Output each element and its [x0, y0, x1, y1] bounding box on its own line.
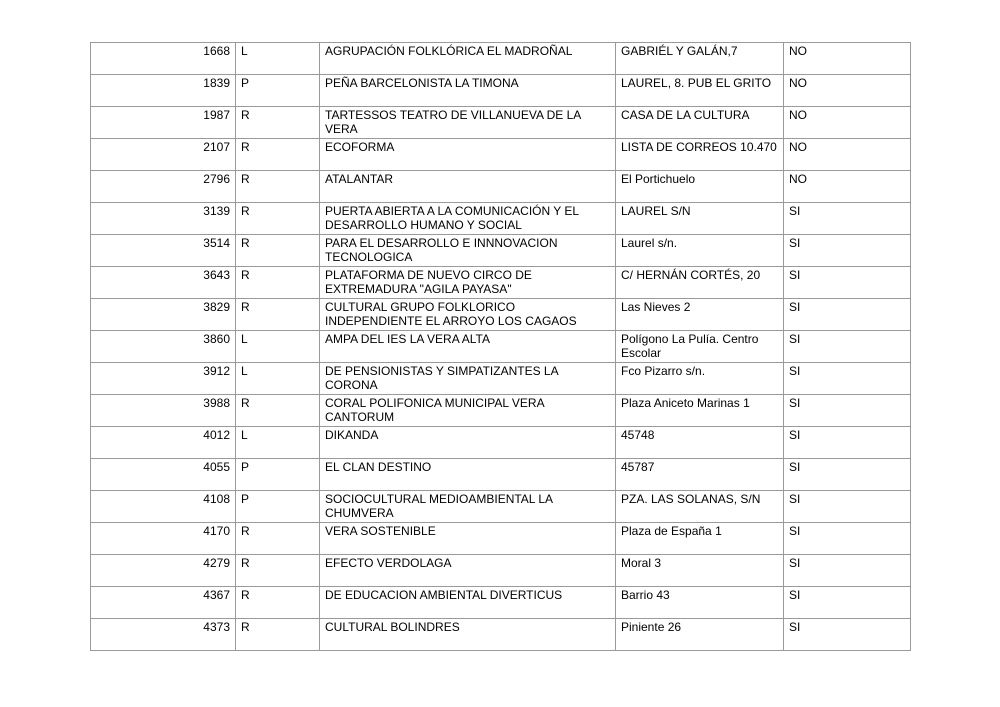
association-name-cell: PARA EL DESARROLLO E INNNOVACION TECNOLOGICA	[320, 235, 616, 267]
registry-number-cell: 1839	[91, 75, 236, 107]
address-cell: Barrio 43	[616, 587, 784, 619]
table-row	[91, 459, 911, 491]
address-cell: Plaza de España 1	[616, 523, 784, 555]
status-cell: SI	[784, 331, 911, 363]
address-cell: LISTA DE CORREOS 10.470	[616, 139, 784, 171]
table-row	[91, 43, 911, 75]
type-cell: R	[236, 619, 320, 651]
table-row	[91, 427, 911, 459]
table-row	[91, 107, 911, 139]
registry-number-cell: 4373	[91, 619, 236, 651]
status-cell: NO	[784, 43, 911, 75]
status-cell: SI	[784, 363, 911, 395]
association-name-cell: DIKANDA	[320, 427, 616, 459]
address-cell: Piniente 26	[616, 619, 784, 651]
association-name-cell: ATALANTAR	[320, 171, 616, 203]
registry-number-cell: 3139	[91, 203, 236, 235]
status-cell: SI	[784, 427, 911, 459]
address-cell: Laurel s/n.	[616, 235, 784, 267]
address-cell: El Portichuelo	[616, 171, 784, 203]
status-cell: NO	[784, 107, 911, 139]
registry-number-cell: 4108	[91, 491, 236, 523]
address-cell: LAUREL, 8. PUB EL GRITO	[616, 75, 784, 107]
registry-number-cell: 3988	[91, 395, 236, 427]
table-row	[91, 203, 911, 235]
association-name-cell: SOCIOCULTURAL MEDIOAMBIENTAL LA CHUMVERA	[320, 491, 616, 523]
status-cell: NO	[784, 75, 911, 107]
type-cell: L	[236, 331, 320, 363]
association-name-cell: EFECTO VERDOLAGA	[320, 555, 616, 587]
table-row	[91, 491, 911, 523]
status-cell: SI	[784, 299, 911, 331]
address-cell: C/ HERNÁN CORTÉS, 20	[616, 267, 784, 299]
registry-number-cell: 3829	[91, 299, 236, 331]
type-cell: L	[236, 363, 320, 395]
table-row	[91, 587, 911, 619]
type-cell: R	[236, 395, 320, 427]
table-body	[91, 43, 911, 651]
status-cell: SI	[784, 235, 911, 267]
status-cell: SI	[784, 203, 911, 235]
association-name-cell: PUERTA ABIERTA A LA COMUNICACIÓN Y EL DESARROLLO HUMANO Y SOCIAL	[320, 203, 616, 235]
type-cell: P	[236, 491, 320, 523]
table-row	[91, 235, 911, 267]
type-cell: R	[236, 107, 320, 139]
type-cell: L	[236, 427, 320, 459]
type-cell: R	[236, 139, 320, 171]
type-cell: P	[236, 459, 320, 491]
table-row	[91, 75, 911, 107]
association-name-cell: TARTESSOS TEATRO DE VILLANUEVA DE LA VERA	[320, 107, 616, 139]
address-cell: Plaza Aniceto Marinas 1	[616, 395, 784, 427]
status-cell: NO	[784, 139, 911, 171]
status-cell: SI	[784, 491, 911, 523]
association-name-cell: ECOFORMA	[320, 139, 616, 171]
type-cell: R	[236, 587, 320, 619]
type-cell: P	[236, 75, 320, 107]
status-cell: NO	[784, 171, 911, 203]
association-name-cell: CORAL POLIFONICA MUNICIPAL VERA CANTORUM	[320, 395, 616, 427]
type-cell: R	[236, 235, 320, 267]
address-cell: GABRIÉL Y GALÁN,7	[616, 43, 784, 75]
registry-number-cell: 4279	[91, 555, 236, 587]
type-cell: R	[236, 267, 320, 299]
table-row	[91, 363, 911, 395]
table-row	[91, 267, 911, 299]
type-cell: R	[236, 523, 320, 555]
registry-number-cell: 3643	[91, 267, 236, 299]
association-name-cell: CULTURAL BOLINDRES	[320, 619, 616, 651]
association-name-cell: PEÑA BARCELONISTA LA TIMONA	[320, 75, 616, 107]
registry-number-cell: 1987	[91, 107, 236, 139]
table-row	[91, 523, 911, 555]
association-name-cell: CULTURAL GRUPO FOLKLORICO INDEPENDIENTE EL ARROYO LOS CAGAOS	[320, 299, 616, 331]
table-row	[91, 395, 911, 427]
type-cell: L	[236, 43, 320, 75]
table-row	[91, 555, 911, 587]
table-row	[91, 619, 911, 651]
association-name-cell: DE EDUCACION AMBIENTAL DIVERTICUS	[320, 587, 616, 619]
status-cell: SI	[784, 395, 911, 427]
registry-number-cell: 2107	[91, 139, 236, 171]
address-cell: PZA. LAS SOLANAS, S/N	[616, 491, 784, 523]
association-name-cell: PLATAFORMA DE NUEVO CIRCO DE EXTREMADURA "AGILA PAYASA"	[320, 267, 616, 299]
registry-number-cell: 4170	[91, 523, 236, 555]
address-cell: Moral 3	[616, 555, 784, 587]
address-cell: CASA DE LA CULTURA	[616, 107, 784, 139]
table-row	[91, 171, 911, 203]
address-cell: 45787	[616, 459, 784, 491]
address-cell: Polígono La Pulía. Centro Escolar	[616, 331, 784, 363]
status-cell: SI	[784, 523, 911, 555]
registry-number-cell: 4367	[91, 587, 236, 619]
association-name-cell: AMPA DEL IES LA VERA ALTA	[320, 331, 616, 363]
registry-number-cell: 2796	[91, 171, 236, 203]
registry-number-cell: 3912	[91, 363, 236, 395]
table-row	[91, 299, 911, 331]
association-name-cell: AGRUPACIÓN FOLKLÓRICA EL MADROÑAL	[320, 43, 616, 75]
registry-number-cell: 3860	[91, 331, 236, 363]
status-cell: SI	[784, 267, 911, 299]
address-cell: Las Nieves 2	[616, 299, 784, 331]
address-cell: Fco Pizarro s/n.	[616, 363, 784, 395]
status-cell: SI	[784, 555, 911, 587]
association-name-cell: VERA SOSTENIBLE	[320, 523, 616, 555]
type-cell: R	[236, 299, 320, 331]
associations-table	[90, 42, 911, 651]
table-row	[91, 331, 911, 363]
registry-number-cell: 4055	[91, 459, 236, 491]
status-cell: SI	[784, 619, 911, 651]
association-name-cell: EL CLAN DESTINO	[320, 459, 616, 491]
type-cell: R	[236, 555, 320, 587]
type-cell: R	[236, 171, 320, 203]
registry-number-cell: 3514	[91, 235, 236, 267]
association-name-cell: DE PENSIONISTAS Y SIMPATIZANTES LA CORONA	[320, 363, 616, 395]
status-cell: SI	[784, 459, 911, 491]
status-cell: SI	[784, 587, 911, 619]
address-cell: 45748	[616, 427, 784, 459]
table-row	[91, 139, 911, 171]
registry-number-cell: 4012	[91, 427, 236, 459]
type-cell: R	[236, 203, 320, 235]
registry-number-cell: 1668	[91, 43, 236, 75]
address-cell: LAUREL S/N	[616, 203, 784, 235]
